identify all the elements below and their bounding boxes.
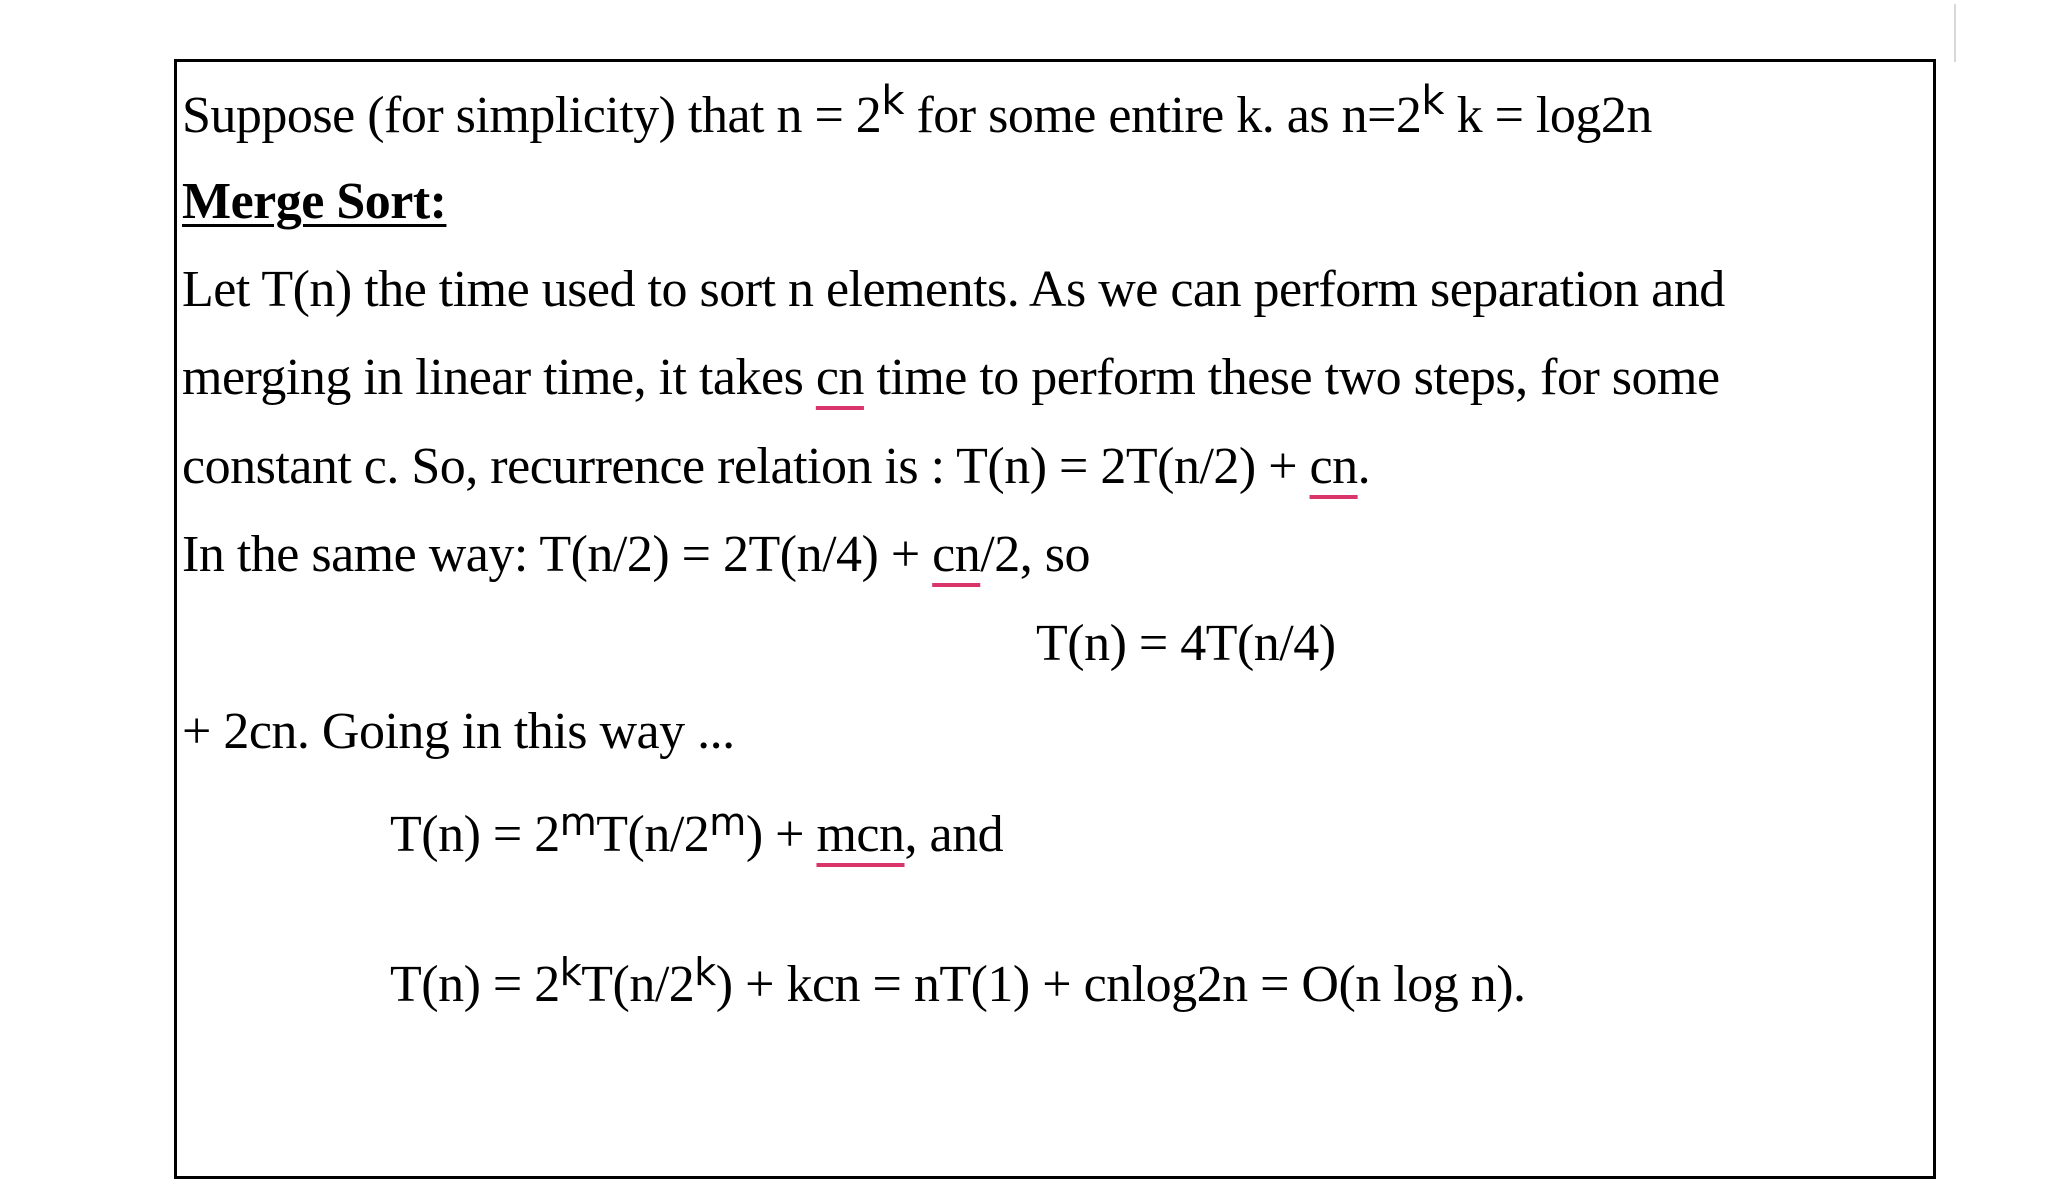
body-text: time to perform these two steps, for some xyxy=(863,349,1720,406)
exponent-k: k xyxy=(1421,78,1445,124)
intro-text-c: k = log2n xyxy=(1444,87,1652,144)
spellcheck-word: mcn xyxy=(816,806,905,863)
equation-text: , and xyxy=(904,806,1004,863)
spellcheck-word: cn xyxy=(815,349,864,406)
equation-text: T(n) = 2 xyxy=(390,956,560,1013)
section-heading: Merge Sort: xyxy=(182,173,447,230)
body-line: Let T(n) the time used to sort n elements. As we can perform separation and xyxy=(182,261,1725,318)
recurrence-line xyxy=(182,437,1370,497)
body-text: merging in linear time, it takes xyxy=(182,349,816,406)
intro-line xyxy=(182,78,1652,146)
exponent-k: k xyxy=(881,78,904,124)
scroll-edge xyxy=(1954,4,1956,62)
equation-text: T(n/2 xyxy=(596,806,710,863)
equation-text: ) + kcn = nT(1) + cnlog2n = O(n log n). xyxy=(715,956,1526,1013)
body-line: + 2cn. Going in this way ... xyxy=(182,703,735,760)
exponent-m: m xyxy=(559,800,597,845)
exponent-m: m xyxy=(709,800,746,845)
heading-line xyxy=(182,172,446,232)
body-text: constant c. So, recurrence relation is : T(n) = 2T(n/2) + xyxy=(182,438,1310,495)
equation-text: ) + xyxy=(745,806,817,863)
equation-line xyxy=(390,950,1526,1015)
equation-text: T(n/2 xyxy=(581,956,695,1013)
body-text: In the same way: T(n/2) = 2T(n/4) + xyxy=(182,526,933,583)
exponent-k: k xyxy=(694,950,716,995)
exponent-k: k xyxy=(559,950,582,995)
spellcheck-word: cn xyxy=(932,526,981,583)
equation-line: T(n) = 4T(n/4) xyxy=(1036,615,1336,672)
equation-text: T(n) = 2 xyxy=(390,806,560,863)
body-line xyxy=(182,525,1090,585)
equation-line xyxy=(390,800,1004,865)
body-line xyxy=(182,348,1720,408)
body-text: /2, so xyxy=(980,526,1090,583)
intro-text-b: for some entire k. as n=2 xyxy=(903,87,1422,144)
intro-text-a: Suppose (for simplicity) that n = 2 xyxy=(182,87,882,144)
spellcheck-word: cn xyxy=(1309,438,1358,495)
body-text: . xyxy=(1357,438,1371,495)
